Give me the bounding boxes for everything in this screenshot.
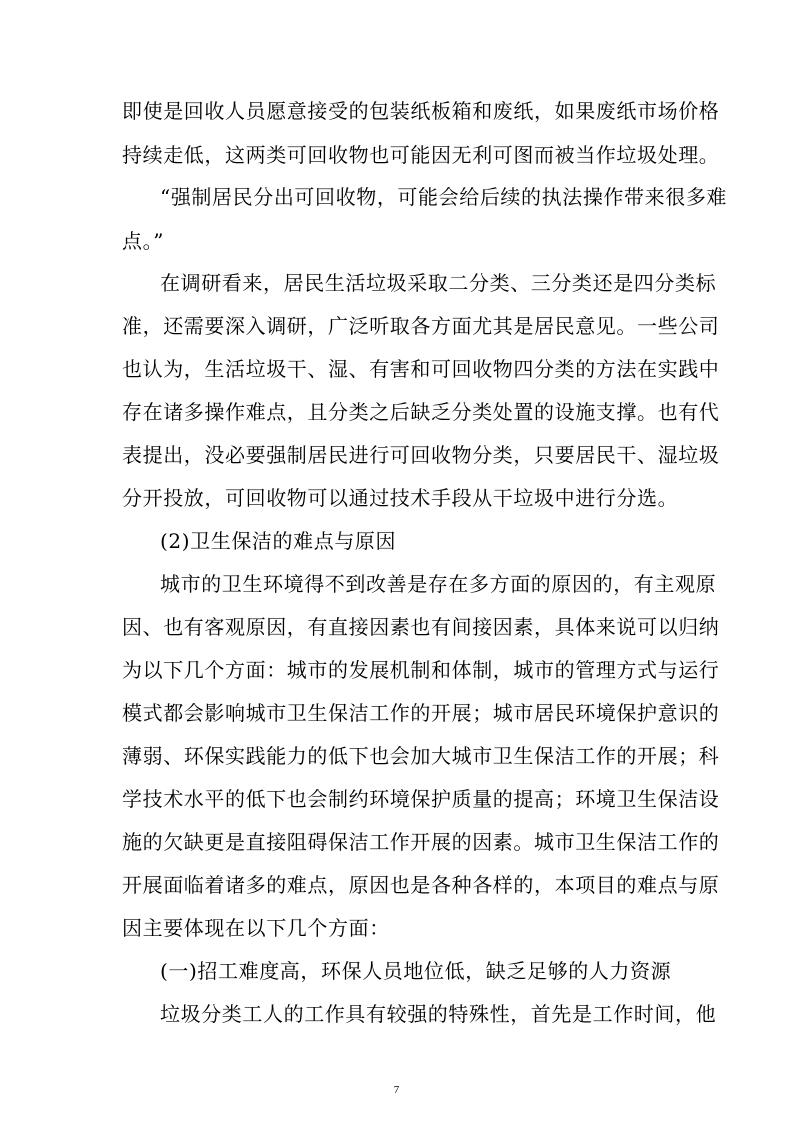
text-line: 也认为，生活垃圾干、湿、有害和可回收物四分类的方法在实践中 (122, 357, 720, 381)
text-line: 存在诸多操作难点，且分类之后缺乏分类处置的设施支撑。也有代 (122, 400, 720, 424)
page-number: 7 (393, 1084, 400, 1096)
text-line: 点。” (122, 229, 165, 253)
text-line: 学技术水平的低下也会制约环境保护质量的提高；环境卫生保洁设 (122, 787, 720, 811)
text-line: 持续走低，这两类可回收物也可能因无利可图而被当作垃圾处理。 (122, 143, 720, 167)
text-line: 施的欠缺更是直接阻碍保洁工作开展的因素。城市卫生保洁工作的 (122, 830, 720, 854)
text-line: 即使是回收人员愿意接受的包装纸板箱和废纸，如果废纸市场价格 (122, 99, 720, 123)
text-line: 开展面临着诸多的难点，原因也是各种各样的，本项目的难点与原 (122, 873, 720, 897)
text-line: 因、也有客观原因，有直接因素也有间接因素，具体来说可以归纳 (122, 615, 720, 639)
text-line: 模式都会影响城市卫生保洁工作的开展；城市居民环境保护意识的 (122, 701, 720, 725)
text-line: 薄弱、环保实践能力的低下也会加大城市卫生保洁工作的开展；科 (122, 744, 720, 768)
section-heading: (2)卫生保洁的难点与原因 (160, 529, 397, 553)
text-line: 在调研看来，居民生活垃圾采取二分类、三分类还是四分类标 (160, 271, 717, 295)
text-line: 因主要体现在以下几个方面： (122, 916, 390, 940)
text-line: 垃圾分类工人的工作具有较强的特殊性，首先是工作时间，他 (160, 1002, 717, 1026)
text-line: 准，还需要深入调研，广泛听取各方面尤其是居民意见。一些公司 (122, 314, 720, 338)
text-line: 分开投放，可回收物可以通过技术手段从干垃圾中进行分选。 (122, 486, 679, 510)
text-line: 为以下几个方面：城市的发展机制和体制，城市的管理方式与运行 (122, 658, 720, 682)
text-line: 城市的卫生环境得不到改善是存在多方面的原因的，有主观原 (160, 572, 717, 596)
subsection-heading: (一)招工难度高，环保人员地位低，缺乏足够的人力资源 (160, 959, 672, 983)
text-line: 表提出，没必要强制居民进行可回收物分类，只要居民干、湿垃圾 (122, 443, 720, 467)
text-line: “强制居民分出可回收物，可能会给后续的执法操作带来很多难 (160, 185, 728, 209)
